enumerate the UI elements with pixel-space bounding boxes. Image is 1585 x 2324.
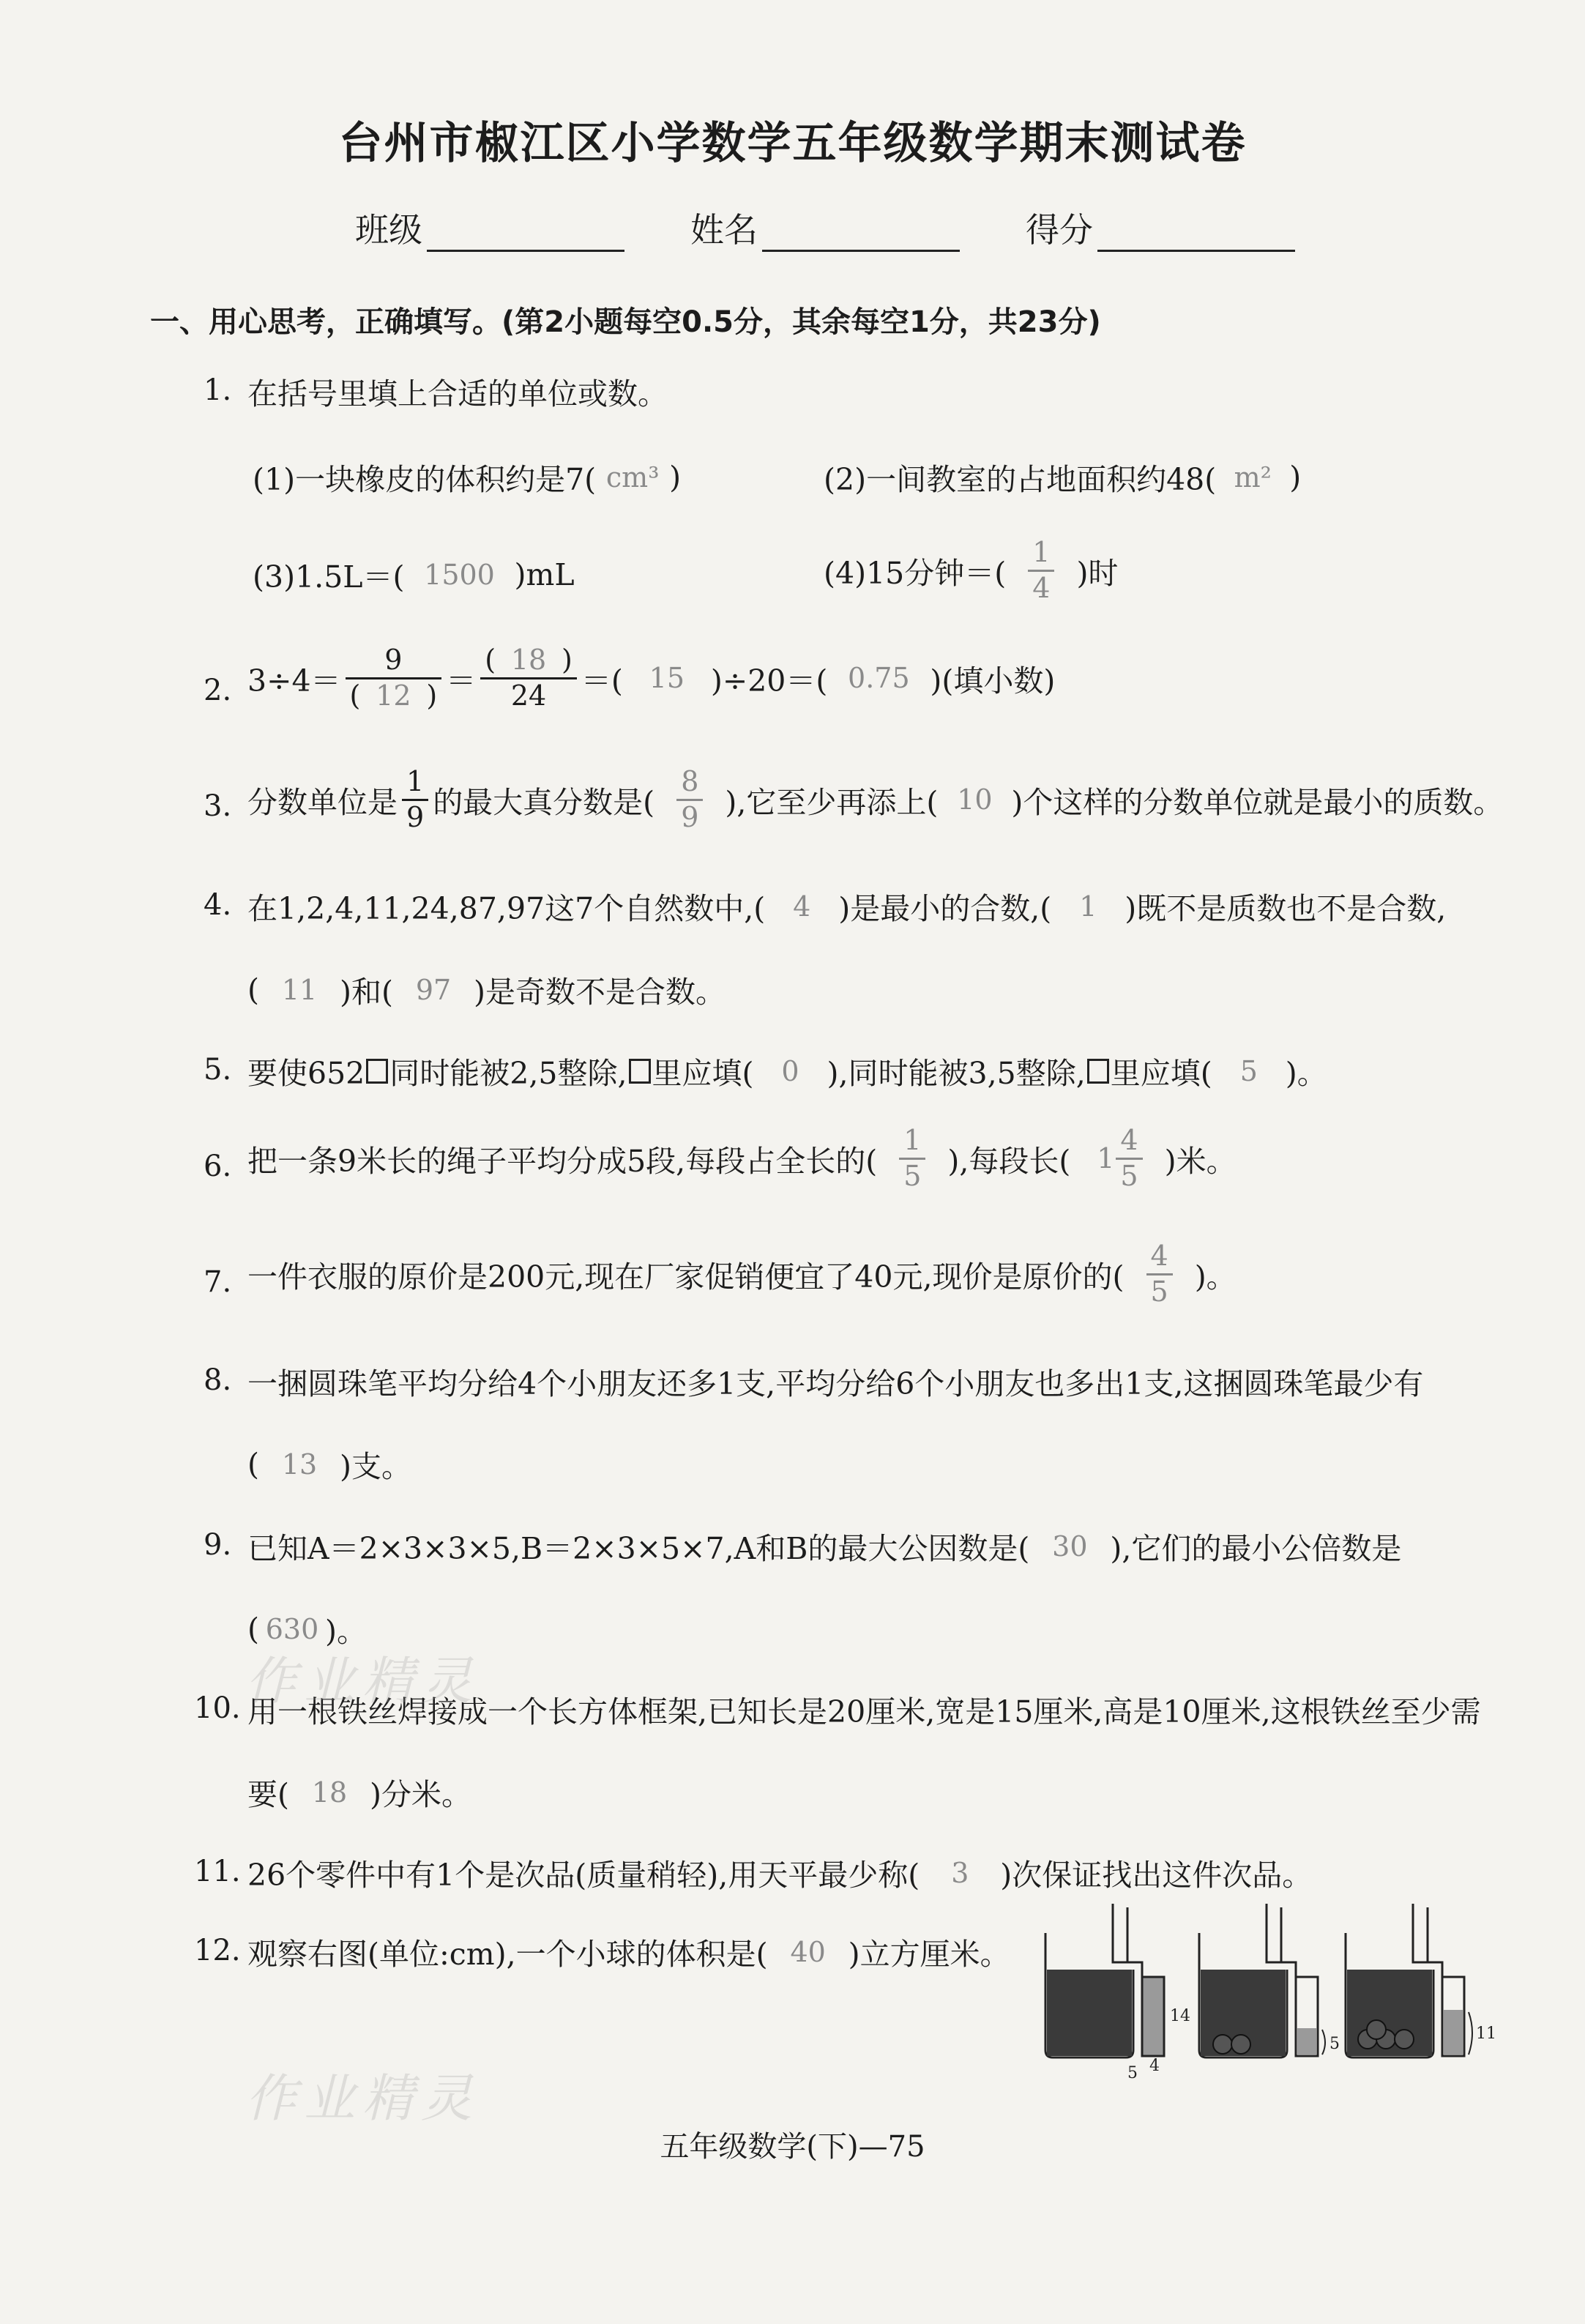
paren: ( xyxy=(349,679,361,712)
question-text: 一件衣服的原价是200元,现在厂家促销便宜了40元,现价是原价的( xyxy=(247,1259,1125,1295)
figure-label: 14 xyxy=(1170,2007,1190,2025)
question-text: 把一条9米长的绳子平均分成5段,每段占全长的( xyxy=(247,1143,878,1179)
answer-text: 18 xyxy=(510,644,547,676)
q1-part1 xyxy=(253,455,681,499)
answer-text: 40 xyxy=(790,1935,826,1968)
question-text: ( xyxy=(247,1446,259,1482)
paren: ( xyxy=(485,644,496,676)
score-field xyxy=(1026,204,1295,252)
question-text: 要使652 xyxy=(247,1056,365,1091)
q7-line xyxy=(247,1242,1237,1307)
question-text: 已知A＝2×3×3×5,B＝2×3×5×7,A和B的最大公因数是( xyxy=(247,1531,1030,1566)
question-text: 的最大真分数是( xyxy=(433,784,655,820)
answer-text: 12 xyxy=(376,679,411,712)
answer-text: 11 xyxy=(281,973,318,1006)
section-heading: 一、用心思考，正确填写。(第2小题每空0.5分，其余每空1分，共23分) xyxy=(150,305,1101,339)
answer-text: 1 xyxy=(1079,890,1097,923)
question-text: (4)15分钟＝( xyxy=(824,555,1007,591)
question-text: 3÷4＝ xyxy=(247,663,341,699)
answer-fraction xyxy=(1116,1126,1142,1191)
question-text: (3)1.5L＝( xyxy=(253,559,405,595)
fraction-numerator: 4 xyxy=(1120,1124,1138,1156)
question-text: )支。 xyxy=(340,1449,411,1484)
watermark: 作业精灵 xyxy=(245,2068,480,2129)
question-text: )是奇数不是合数。 xyxy=(474,975,726,1010)
container-figure xyxy=(1040,1904,1508,2094)
q1-stem xyxy=(247,370,668,413)
fraction xyxy=(346,646,442,711)
question-text: ＝ xyxy=(446,663,477,699)
answer-text: 97 xyxy=(415,973,452,1006)
question-text: 同时能被2,5整除, xyxy=(389,1056,627,1091)
question-text: ),它至少再添上( xyxy=(725,784,939,820)
answer-text: 10 xyxy=(957,783,993,816)
question-number: 7. xyxy=(204,1265,232,1299)
question-text: )次保证找出这件次品。 xyxy=(1000,1858,1313,1893)
question-number: 9. xyxy=(204,1528,232,1562)
question-text: )。 xyxy=(325,1614,367,1649)
question-text: )立方厘米。 xyxy=(848,1937,1010,1972)
question-number: 8. xyxy=(204,1363,232,1397)
answer-text: 30 xyxy=(1052,1530,1088,1563)
q1-part2 xyxy=(824,455,1301,499)
question-number: 2. xyxy=(204,674,232,707)
question-number: 6. xyxy=(204,1150,232,1183)
question-text: 观察右图(单位:cm),一个小球的体积是( xyxy=(247,1937,768,1972)
question-number: 3. xyxy=(204,789,232,823)
figure-label: 5 xyxy=(1127,2064,1138,2082)
fraction-numerator: 1 xyxy=(406,765,425,797)
fraction-numerator: 4 xyxy=(1150,1240,1168,1272)
container-3 xyxy=(1346,1904,1496,2057)
question-text: ),同时能被3,5整除, xyxy=(827,1056,1086,1091)
q11-line xyxy=(247,1851,1312,1894)
question-text: 一捆圆珠笔平均分给4个小朋友还多1支,平均分给6个小朋友也多出1支,这捆圆珠笔最少有 xyxy=(247,1366,1424,1401)
fraction xyxy=(480,646,577,711)
blank-square xyxy=(1087,1059,1109,1084)
question-number: 12. xyxy=(194,1934,241,1967)
fraction-numerator: 8 xyxy=(681,765,699,797)
question-text: 分数单位是 xyxy=(247,784,398,820)
name-field xyxy=(690,204,960,252)
page-title: 台州市椒江区小学数学五年级数学期末测试卷 xyxy=(338,118,1247,169)
question-text: )。 xyxy=(1194,1259,1237,1295)
answer-text: 1 xyxy=(1097,1142,1115,1175)
fraction-numerator: 1 xyxy=(903,1124,922,1156)
watermark: 作业精灵 xyxy=(245,1651,480,1711)
question-text: ),它们的最小公倍数是 xyxy=(1110,1531,1402,1566)
answer-text: 0.75 xyxy=(848,662,910,695)
name-blank xyxy=(762,217,960,252)
question-text: ＝( xyxy=(581,663,623,699)
fraction-numerator: 9 xyxy=(384,644,403,676)
q8-line2 xyxy=(247,1442,411,1486)
container-2 xyxy=(1199,1904,1340,2057)
answer-text: 18 xyxy=(311,1776,348,1809)
question-text: ),每段长( xyxy=(947,1143,1071,1179)
question-text: 在括号里填上合适的单位或数。 xyxy=(247,376,668,411)
answer-text: 3 xyxy=(951,1856,969,1889)
answer-text: 1500 xyxy=(424,558,495,591)
answer-fraction xyxy=(1028,538,1054,603)
answer-text: m² xyxy=(1234,461,1272,494)
fraction-numerator: 1 xyxy=(1032,536,1051,568)
question-text: ( xyxy=(247,1611,259,1647)
question-text: )个这样的分数单位就是最小的质数。 xyxy=(1011,784,1504,820)
question-text: )分米。 xyxy=(370,1777,471,1812)
question-text: 里应填( xyxy=(1110,1056,1212,1091)
blank-square xyxy=(629,1059,651,1084)
fraction xyxy=(402,767,428,833)
figure-label: 11 xyxy=(1476,2025,1496,2043)
question-text: )和( xyxy=(340,975,393,1010)
blank-square xyxy=(366,1059,388,1084)
question-text: )既不是质数也不是合数, xyxy=(1125,891,1447,926)
question-text: 26个零件中有1个是次品(质量稍轻),用天平最少称( xyxy=(247,1858,920,1893)
q10-line2 xyxy=(247,1770,471,1814)
q4-line1 xyxy=(247,884,1446,928)
fraction-denominator: 4 xyxy=(1032,571,1051,604)
name-label: 姓名 xyxy=(690,210,758,250)
page-footer: 五年级数学(下)—75 xyxy=(660,2130,925,2164)
question-text: (1)一块橡皮的体积约是7( xyxy=(253,462,597,497)
q1-part3 xyxy=(253,553,575,596)
answer-text: 5 xyxy=(1239,1054,1258,1087)
q3-line xyxy=(247,767,1503,833)
fraction-denominator: 5 xyxy=(1150,1275,1168,1308)
figure-label: 4 xyxy=(1149,2057,1160,2075)
q9-line1 xyxy=(247,1524,1401,1568)
q1-part4 xyxy=(824,538,1118,603)
answer-fraction xyxy=(899,1126,925,1191)
score-blank xyxy=(1097,217,1295,252)
container-1 xyxy=(1045,1904,1190,2082)
class-blank xyxy=(427,217,624,252)
q5-line xyxy=(247,1049,1327,1092)
fraction-denominator: 24 xyxy=(510,679,547,712)
question-text: )米。 xyxy=(1164,1143,1237,1179)
question-text: ) xyxy=(669,459,682,495)
fraction-denominator: 5 xyxy=(1120,1159,1138,1192)
student-info-row xyxy=(355,204,1361,252)
question-number: 5. xyxy=(204,1053,232,1087)
question-text: 要( xyxy=(247,1777,289,1812)
answer-text: 0 xyxy=(781,1054,799,1087)
question-text: 里应填( xyxy=(652,1056,754,1091)
question-number: 11. xyxy=(194,1855,241,1888)
question-text: )÷20＝( xyxy=(710,663,828,699)
question-text: )。 xyxy=(1285,1056,1327,1091)
question-number: 1. xyxy=(204,373,232,407)
answer-fraction xyxy=(1146,1242,1173,1307)
q12-line xyxy=(247,1930,1010,1973)
question-text: ( xyxy=(247,972,259,1008)
fraction-numerator xyxy=(480,646,577,675)
q6-line xyxy=(247,1126,1237,1191)
q2-line xyxy=(247,646,1055,711)
answer-text: 15 xyxy=(649,662,685,695)
paren: ) xyxy=(426,679,438,712)
question-text: 在1,2,4,11,24,87,97这7个自然数中,( xyxy=(247,891,766,926)
fraction-denominator: 9 xyxy=(681,800,699,833)
q4-line2 xyxy=(247,968,726,1011)
fraction-denominator: 9 xyxy=(406,800,425,833)
question-text: )是最小的合数,( xyxy=(838,891,1052,926)
answer-text: 13 xyxy=(281,1448,318,1481)
answer-text: 630 xyxy=(265,1612,319,1645)
q8-line1 xyxy=(247,1360,1423,1403)
question-number: 4. xyxy=(204,888,232,922)
question-text: )mL xyxy=(514,556,575,592)
answer-fraction xyxy=(676,767,703,833)
question-text: )(填小数) xyxy=(930,663,1056,699)
question-text: ) xyxy=(1289,459,1302,495)
class-label: 班级 xyxy=(355,210,422,250)
fraction-denominator: 5 xyxy=(903,1159,922,1192)
score-label: 得分 xyxy=(1026,210,1093,250)
question-text: )时 xyxy=(1076,555,1119,591)
question-text: 用一根铁丝焊接成一个长方体框架,已知长是20厘米,宽是15厘米,高是10厘米,这根铁丝至少需 xyxy=(247,1694,1481,1729)
paren: ) xyxy=(562,644,573,676)
answer-text: 4 xyxy=(793,890,811,923)
class-field xyxy=(355,204,624,252)
answer-text: cm³ xyxy=(605,461,660,494)
figure-label: 5 xyxy=(1329,2035,1340,2053)
question-text: (2)一间教室的占地面积约48( xyxy=(824,462,1217,497)
fraction-denominator xyxy=(346,679,442,712)
question-number: 10. xyxy=(194,1691,241,1725)
